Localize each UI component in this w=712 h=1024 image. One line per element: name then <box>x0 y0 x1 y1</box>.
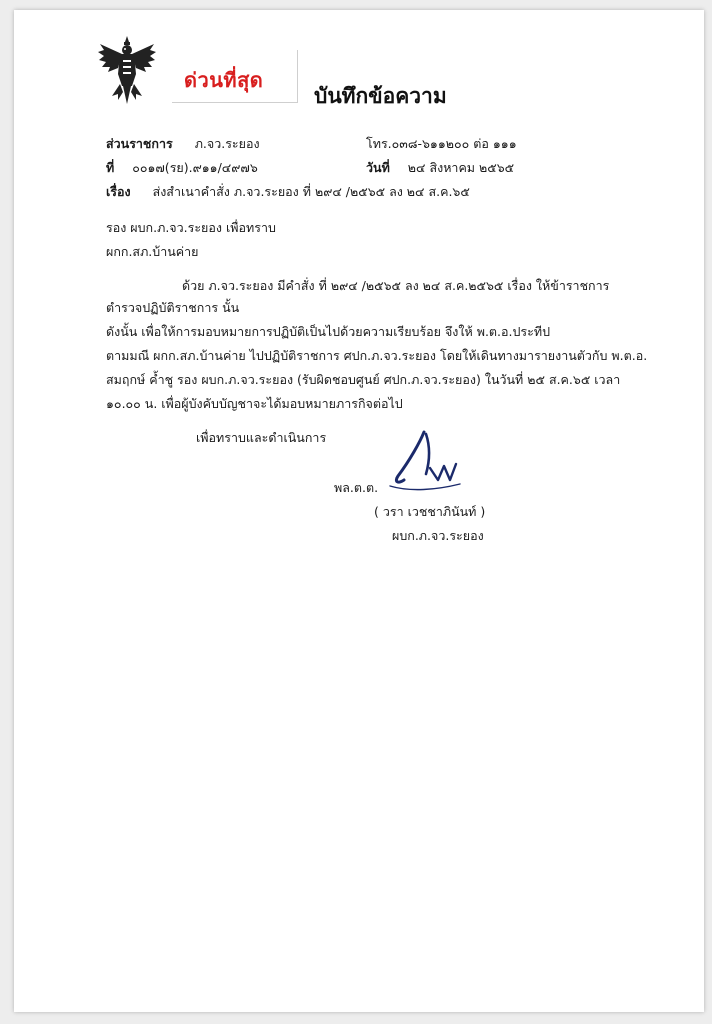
urgency-stamp: ด่วนที่สุด <box>184 68 264 92</box>
handwritten-signature <box>380 426 466 498</box>
recipient-line-1: รอง ผบก.ภ.จว.ระยอง เพื่อทราบ <box>106 220 276 235</box>
body-paragraph-2-line-1: ดังนั้น เพื่อให้การมอบหมายการปฏิบัติเป็นไปด้วยความเรียบร้อย จึงให้ พ.ต.อ.ประทีป <box>106 324 551 339</box>
body-paragraph-2-line-2: ตามมณี ผกก.สภ.บ้านค่าย ไปปฏิบัติราชการ ศปก.ภ.จว.ระยอง โดยให้เดินทางมารายงานตัวกับ พ.ต.อ. <box>106 348 648 363</box>
date-label: วันที่ <box>366 160 390 175</box>
reference-value: ๐๐๑๗(รย).๙๑๑/๔๙๗๖ <box>132 160 258 175</box>
signer-name: ( วรา เวชชาภินันท์ ) <box>374 504 486 519</box>
reference-row <box>106 158 258 178</box>
body-paragraph-1-line-2: ตำรวจปฏิบัติราชการ นั้น <box>106 300 240 315</box>
phone-number: โทร.๐๓๘-๖๑๑๒๐๐ ต่อ ๑๑๑ <box>366 136 517 151</box>
date-row <box>366 158 514 178</box>
memo-title: บันทึกข้อความ <box>314 84 447 108</box>
agency-label: ส่วนราชการ <box>106 136 173 151</box>
signer-position: ผบก.ภ.จว.ระยอง <box>392 528 484 543</box>
date-value: ๒๔ สิงหาคม ๒๕๖๕ <box>407 160 515 175</box>
recipient-line-2: ผกก.สภ.บ้านค่าย <box>106 244 199 259</box>
closing-line: เพื่อทราบและดำเนินการ <box>196 430 327 445</box>
signer-rank: พล.ต.ต. <box>334 480 379 495</box>
body-paragraph-2-line-3: สมฤกษ์ ค้ำชู รอง ผบก.ภ.จว.ระยอง (รับผิดชอบศูนย์ ศปก.ภ.จว.ระยอง) ในวันที่ ๒๕ ส.ค.๖๕ เวลา <box>106 372 621 387</box>
agency-value: ภ.จว.ระยอง <box>194 136 260 151</box>
garuda-emblem-icon <box>96 34 158 106</box>
agency-row <box>106 134 260 154</box>
subject-label: เรื่อง <box>106 184 131 199</box>
subject-value: ส่งสำเนาคำสั่ง ภ.จว.ระยอง ที่ ๒๙๔ /๒๕๖๕ ลง ๒๔ ส.ค.๖๕ <box>152 184 470 199</box>
reference-label: ที่ <box>106 160 115 175</box>
body-paragraph-2-line-4: ๑๐.๐๐ น. เพื่อผู้บังคับบัญชาจะได้มอบหมายภารกิจต่อไป <box>106 396 403 411</box>
body-paragraph-1-line-1: ด้วย ภ.จว.ระยอง มีคำสั่ง ที่ ๒๙๔ /๒๕๖๕ ลง ๒๔ ส.ค.๒๕๖๕ เรื่อง ให้ข้าราชการ <box>182 278 610 293</box>
subject-row <box>106 182 470 202</box>
